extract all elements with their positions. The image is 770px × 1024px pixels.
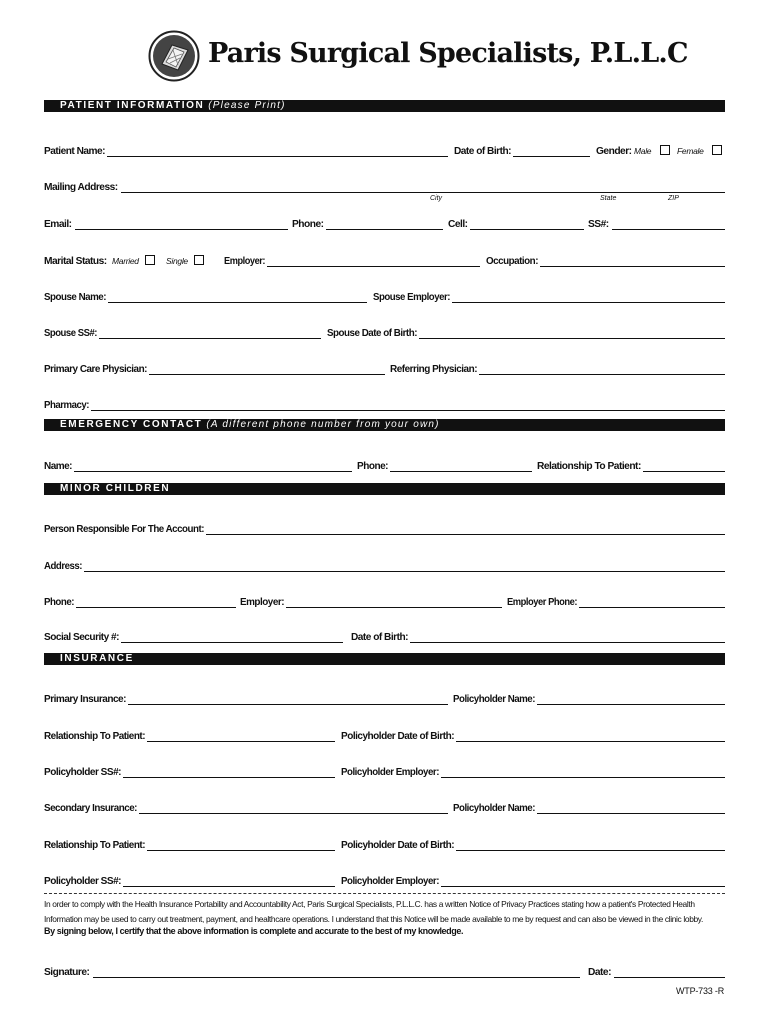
secondary-holder-name-label: Policyholder Name: bbox=[453, 803, 535, 814]
responsible-person-field[interactable] bbox=[206, 534, 725, 535]
primary-holder-employer-label: Policyholder Employer: bbox=[341, 767, 439, 778]
patient-name-field[interactable] bbox=[107, 156, 448, 157]
minor-address-label: Address: bbox=[44, 561, 83, 572]
married-checkbox[interactable] bbox=[145, 255, 155, 265]
emergency-relationship-label: Relationship To Patient: bbox=[537, 461, 641, 472]
employer-field[interactable] bbox=[267, 266, 480, 267]
employer-label: Employer: bbox=[224, 256, 266, 267]
minor-employer-field[interactable] bbox=[286, 607, 502, 608]
primary-holder-dob-label: Policyholder Date of Birth: bbox=[341, 731, 455, 742]
occupation-field[interactable] bbox=[540, 266, 725, 267]
section-note: (A different phone number from your own) bbox=[206, 419, 440, 430]
patient-info-section-bar bbox=[44, 100, 725, 112]
pharmacy-field[interactable] bbox=[91, 410, 725, 411]
single-checkbox[interactable] bbox=[194, 255, 204, 265]
section-title: MINOR CHILDREN bbox=[60, 483, 171, 494]
secondary-insurance-label: Secondary Insurance: bbox=[44, 803, 137, 814]
phone-label: Phone: bbox=[292, 219, 324, 230]
ssn-label: SS#: bbox=[588, 219, 609, 230]
dob-field[interactable] bbox=[513, 156, 590, 157]
secondary-holder-name-field[interactable] bbox=[537, 813, 725, 814]
single-label: Single bbox=[166, 256, 188, 266]
marital-status-label: Marital Status: bbox=[44, 256, 107, 267]
occupation-label: Occupation: bbox=[486, 256, 538, 267]
minor-dob-field[interactable] bbox=[410, 642, 725, 643]
primary-relationship-field[interactable] bbox=[147, 741, 335, 742]
section-title: INSURANCE bbox=[60, 653, 134, 664]
gender-male-checkbox[interactable] bbox=[660, 145, 670, 155]
secondary-holder-dob-label: Policyholder Date of Birth: bbox=[341, 840, 455, 851]
secondary-holder-employer-label: Policyholder Employer: bbox=[341, 876, 439, 887]
emergency-name-field[interactable] bbox=[74, 471, 352, 472]
referring-physician-label: Referring Physician: bbox=[390, 364, 478, 375]
secondary-holder-dob-field[interactable] bbox=[456, 850, 725, 851]
secondary-holder-ssn-field[interactable] bbox=[123, 886, 335, 887]
secondary-holder-ssn-label: Policyholder SS#: bbox=[44, 876, 122, 887]
minor-employer-phone-field[interactable] bbox=[579, 607, 725, 608]
pcp-label: Primary Care Physician: bbox=[44, 364, 147, 375]
spouse-name-field[interactable] bbox=[108, 302, 367, 303]
spouse-name-label: Spouse Name: bbox=[44, 292, 106, 303]
clinic-logo-icon bbox=[148, 30, 200, 82]
primary-holder-ssn-label: Policyholder SS#: bbox=[44, 767, 122, 778]
secondary-relationship-label: Relationship To Patient: bbox=[44, 840, 146, 851]
section-title: PATIENT INFORMATION bbox=[60, 100, 205, 111]
secondary-insurance-field[interactable] bbox=[139, 813, 448, 814]
spouse-ssn-field[interactable] bbox=[99, 338, 321, 339]
minor-employer-phone-label: Employer Phone: bbox=[507, 597, 578, 608]
ssn-field[interactable] bbox=[612, 229, 725, 230]
date-field[interactable] bbox=[614, 977, 725, 978]
spouse-employer-field[interactable] bbox=[452, 302, 725, 303]
spouse-ssn-label: Spouse SS#: bbox=[44, 328, 97, 339]
email-field[interactable] bbox=[75, 229, 288, 230]
pcp-field[interactable] bbox=[149, 374, 385, 375]
minor-ssn-label: Social Security #: bbox=[44, 632, 120, 643]
married-label: Married bbox=[112, 256, 139, 266]
primary-insurance-label: Primary Insurance: bbox=[44, 694, 126, 705]
org-title: Paris Surgical Specialists, P.L.L.C bbox=[208, 38, 688, 69]
spouse-employer-label: Spouse Employer: bbox=[373, 292, 450, 303]
privacy-notice: In order to comply with the Health Insurance Portability and Accountability Act, Paris Surgical Specialists, P.L.L.C. has a written Notice of Privacy Practices stating how a patient's Protected Health Information may be used to carry out treatment, payment, and healthcare operations. I understand that this Notice will be made available to me by request and can also be viewed in the clinic lobby. bbox=[44, 899, 703, 924]
minor-phone-label: Phone: bbox=[44, 597, 74, 608]
email-label: Email: bbox=[44, 219, 72, 230]
section-note: (Please Print) bbox=[208, 100, 286, 111]
emergency-phone-label: Phone: bbox=[357, 461, 388, 472]
spouse-dob-label: Spouse Date of Birth: bbox=[327, 328, 418, 339]
minor-employer-label: Employer: bbox=[240, 597, 285, 608]
date-label: Date: bbox=[588, 967, 611, 978]
referring-physician-field[interactable] bbox=[479, 374, 725, 375]
form-code: WTP-733 -R bbox=[675, 986, 724, 996]
primary-holder-ssn-field[interactable] bbox=[123, 777, 335, 778]
gender-label: Gender: bbox=[596, 146, 632, 157]
emergency-phone-field[interactable] bbox=[390, 471, 532, 472]
dob-label: Date of Birth: bbox=[454, 146, 512, 157]
secondary-holder-employer-field[interactable] bbox=[441, 886, 725, 887]
insurance-section-bar bbox=[44, 653, 725, 665]
minor-address-field[interactable] bbox=[84, 571, 725, 572]
cell-label: Cell: bbox=[448, 219, 468, 230]
primary-relationship-label: Relationship To Patient: bbox=[44, 731, 146, 742]
primary-insurance-field[interactable] bbox=[128, 704, 448, 705]
emergency-name-label: Name: bbox=[44, 461, 73, 472]
footer-divider bbox=[44, 893, 725, 894]
gender-female-checkbox[interactable] bbox=[712, 145, 722, 155]
certification-statement: By signing below, I certify that the above information is complete and accurate to the best of my knowledge. bbox=[44, 926, 464, 936]
primary-holder-name-field[interactable] bbox=[537, 704, 725, 705]
primary-holder-dob-field[interactable] bbox=[456, 741, 725, 742]
phone-field[interactable] bbox=[326, 229, 443, 230]
state-caption: State bbox=[600, 195, 617, 202]
primary-holder-name-label: Policyholder Name: bbox=[453, 694, 535, 705]
primary-holder-employer-field[interactable] bbox=[441, 777, 725, 778]
signature-label: Signature: bbox=[44, 967, 90, 978]
minor-ssn-field[interactable] bbox=[121, 642, 343, 643]
spouse-dob-field[interactable] bbox=[419, 338, 725, 339]
section-title: EMERGENCY CONTACT bbox=[60, 419, 203, 430]
mailing-address-label: Mailing Address: bbox=[44, 182, 118, 193]
patient-name-label: Patient Name: bbox=[44, 146, 106, 157]
city-caption: City bbox=[430, 195, 443, 202]
zip-caption: ZIP bbox=[668, 195, 679, 202]
emergency-section-bar bbox=[44, 419, 725, 431]
responsible-person-label: Person Responsible For The Account: bbox=[44, 524, 205, 535]
minor-phone-field[interactable] bbox=[76, 607, 236, 608]
minor-dob-label: Date of Birth: bbox=[351, 632, 409, 643]
mailing-address-field[interactable] bbox=[121, 192, 725, 193]
gender-male-label: Male bbox=[634, 146, 652, 156]
emergency-relationship-field[interactable] bbox=[643, 471, 725, 472]
gender-female-label: Female bbox=[677, 146, 704, 156]
cell-field[interactable] bbox=[470, 229, 584, 230]
signature-field[interactable] bbox=[93, 977, 580, 978]
pharmacy-label: Pharmacy: bbox=[44, 400, 89, 411]
secondary-relationship-field[interactable] bbox=[147, 850, 335, 851]
minor-children-section-bar bbox=[44, 483, 725, 495]
